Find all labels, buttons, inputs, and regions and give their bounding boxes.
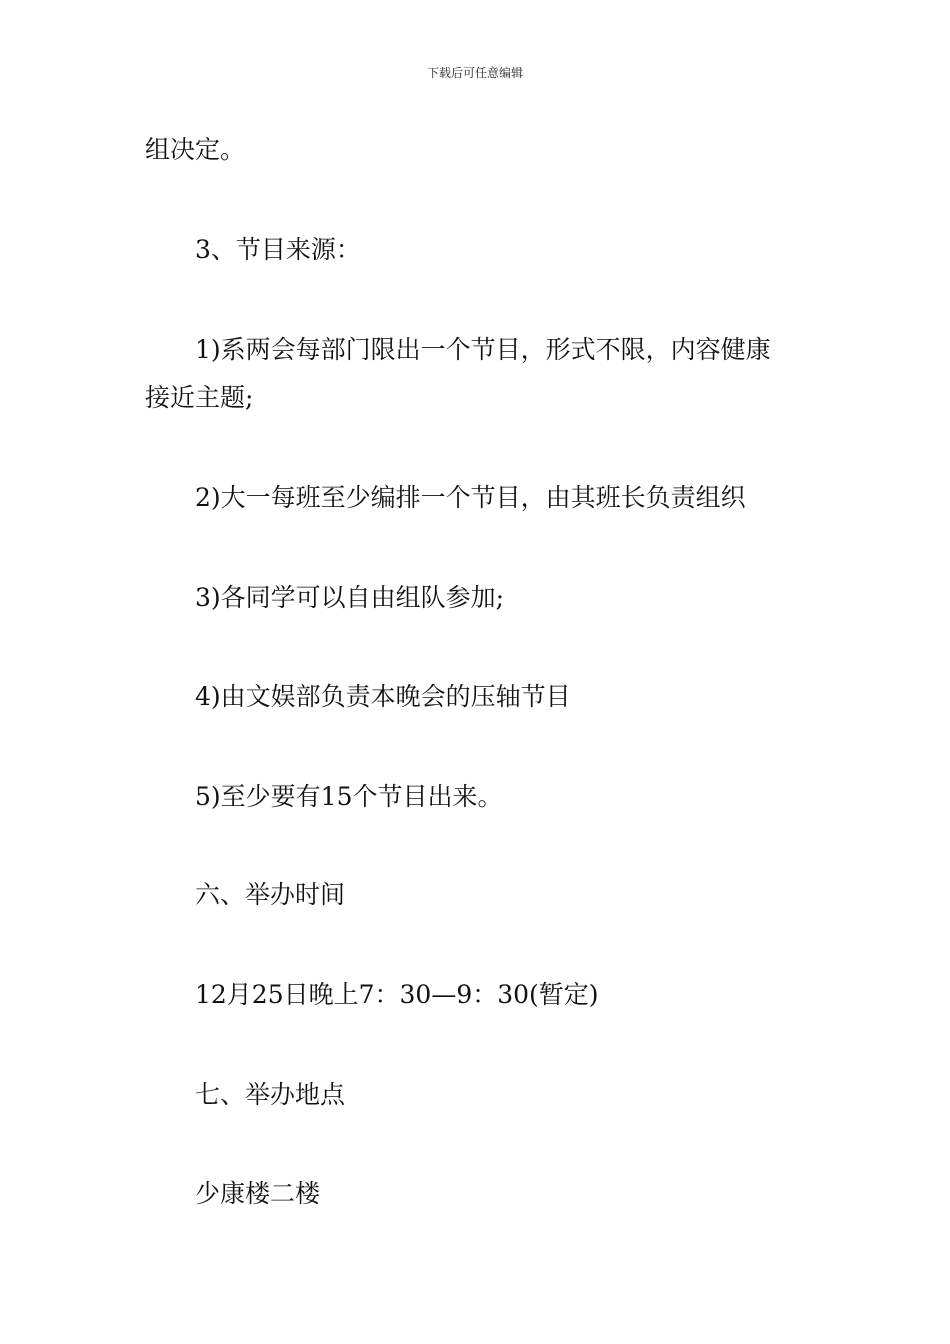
section-heading-location: 七、举办地点 (195, 1080, 346, 1109)
section-heading-program-source: 3、节目来源： (195, 235, 361, 264)
event-time: 12月25日晚上7：30—9：30(暂定) (195, 980, 599, 1009)
paragraph-continuation: 组决定。 (145, 135, 246, 164)
list-item-5: 5)至少要有15个节目出来。 (195, 782, 503, 811)
section-heading-time: 六、举办时间 (195, 880, 346, 909)
list-item-1-line-1: 1)系两会每部门限出一个节目，形式不限，内容健康 (195, 335, 771, 364)
list-item-4: 4)由文娱部负责本晚会的压轴节目 (195, 682, 571, 711)
page-header: 下载后可任意编辑 (426, 66, 523, 80)
event-location: 少康楼二楼 (195, 1179, 321, 1208)
list-item-3: 3)各同学可以自由组队参加; (195, 583, 505, 612)
list-item-1-line-2: 接近主题; (145, 383, 254, 412)
list-item-2: 2)大一每班至少编排一个节目，由其班长负责组织 (195, 483, 746, 512)
